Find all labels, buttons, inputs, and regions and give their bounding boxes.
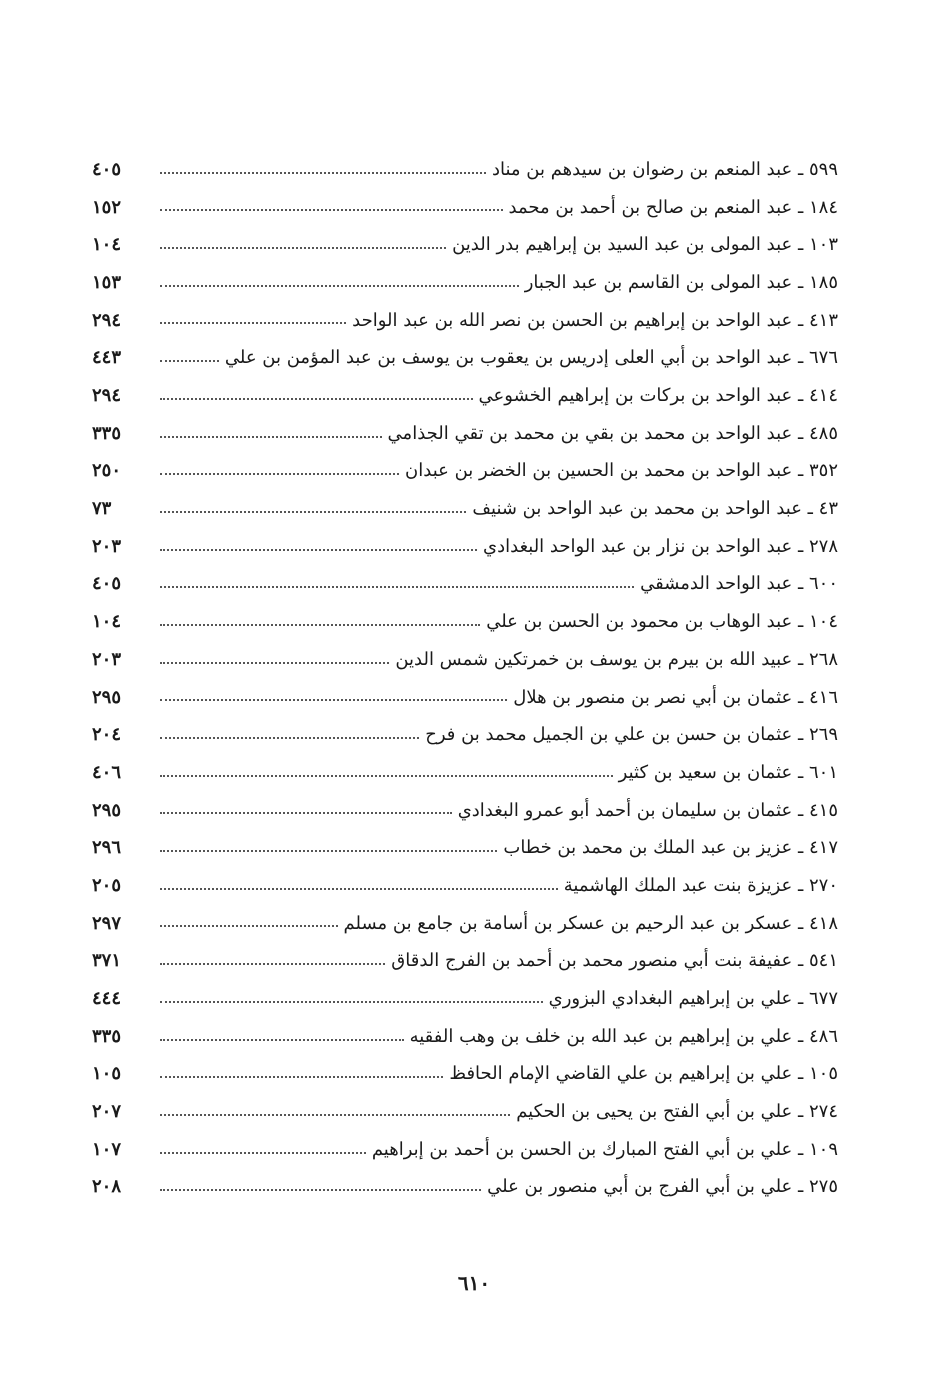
index-entry [92,481,838,519]
index-entry [92,557,838,595]
entry-page: ٢٠٧ [92,1101,122,1123]
entry-page: ١٠٧ [92,1138,122,1160]
entry-name: ٣٥٢ ـ عبد الواحد بن محمد بن الحسين بن الخضر بن عبدان [405,460,838,482]
dot-leader [160,1189,481,1191]
entry-page: ٢٩٥ [92,686,122,708]
index-entry [92,933,838,971]
dot-leader [160,511,466,513]
entry-name: ١٨٥ ـ عبد المولى بن القاسم بن عبد الجبار [524,271,838,293]
entry-page: ١٥٣ [92,271,122,293]
dot-leader [160,699,507,701]
entry-name: ١٠٣ ـ عبد المولى بن عبد السيد بن إبراهيم بدر الدين [452,234,838,256]
dot-leader [160,473,399,475]
entry-name: ٢٧٥ ـ علي بن أبي الفرج بن أبي منصور بن علي [487,1176,838,1198]
entry-name: ٤١٤ ـ عبد الواحد بن بركات بن إبراهيم الخشوعي [478,385,838,407]
index-entry [92,670,838,708]
entry-name: ٥٤١ ـ عفيفة بنت أبي منصور محمد بن أحمد بن الفرج الدقاق [391,950,838,972]
entry-page: ٢٩٤ [92,309,122,331]
dot-leader [160,398,473,400]
dot-leader [160,888,558,890]
dot-leader [160,812,452,814]
index-entry [92,783,838,821]
index-entry [92,1009,838,1047]
entry-name: ٤٨٦ ـ علي بن إبراهيم بن عبد الله بن خلف بن وهب الفقيه [409,1025,838,1047]
dot-leader [160,1152,366,1154]
entry-name: ٢٧٠ ـ عزيزة بنت عبد الملك الهاشمية [563,874,838,896]
entry-page: ٢٩٧ [92,912,122,934]
index-entry [92,971,838,1009]
index-entry [92,444,838,482]
entry-name: ١٨٤ ـ عبد المنعم بن صالح بن أحمد بن محمد [508,196,838,218]
index-entry [92,368,838,406]
entry-name: ٤١٥ ـ عثمان بن سليمان بن أحمد أبو عمرو البغدادي [457,799,838,821]
entry-page: ٢٠٣ [92,535,122,557]
dot-leader [160,925,338,927]
page-number: ٦١٠ [457,1271,491,1295]
entry-name: ١٠٥ ـ علي بن إبراهيم بن علي القاضي الإمام الحافظ [449,1063,838,1085]
entry-page: ٤٠٥ [92,158,122,180]
index-entry [92,745,838,783]
index-entry [92,632,838,670]
entry-name: ٤١٨ ـ عسكر بن عبد الرحيم بن عسكر بن أسامة بن جامع بن مسلم [343,912,838,934]
entry-name: ٦٠١ ـ عثمان بن سعيد بن كثير [618,761,838,783]
dot-leader [160,285,519,287]
dot-leader [160,209,503,211]
entry-page: ٢٠٥ [92,874,122,896]
index-entry [92,858,838,896]
entry-name: ٢٧٨ ـ عبد الواحد بن نزار بن عبد الواحد البغدادي [483,535,838,557]
index-entry [92,820,838,858]
entry-page: ٢٩٥ [92,799,122,821]
entry-page: ٢٠٤ [92,724,122,746]
index-entry [92,1122,838,1160]
index-entry [92,1160,838,1198]
entry-name: ١٠٤ ـ عبد الوهاب بن محمود بن الحسن بن علي [486,611,838,633]
index-entry [92,406,838,444]
index-entry [92,896,838,934]
dot-leader [160,436,382,438]
dot-leader [160,586,634,588]
index-entry [92,217,838,255]
index-entry [92,255,838,293]
index-list [92,142,838,1197]
dot-leader [160,850,497,852]
entry-name: ٢٦٩ ـ عثمان بن حسن بن علي بن الجميل محمد بن فرح [425,724,838,746]
entry-name: ٤٣ ـ عبد الواحد بن محمد بن عبد الواحد بن شنيف [472,498,838,520]
entry-name: ٤١٧ ـ عزيز بن عبد الملك بن محمد بن خطاب [503,837,838,859]
entry-name: ٤١٦ ـ عثمان بن أبي نصر بن منصور بن هلال [513,686,838,708]
entry-name: ٦٧٦ ـ عبد الواحد بن أبي العلى إدريس بن يعقوب بن يوسف بن عبد المؤمن بن علي [224,347,838,369]
index-entry [92,293,838,331]
dot-leader [160,247,446,249]
entry-page: ١٥٢ [92,196,122,218]
index-entry [92,142,838,180]
index-entry [92,330,838,368]
entry-page: ٤٠٥ [92,573,122,595]
entry-page: ٧٣ [92,498,112,520]
entry-page: ١٠٤ [92,234,122,256]
index-entry [92,180,838,218]
dot-leader [160,1114,510,1116]
entry-name: ٦٠٠ ـ عبد الواحد الدمشقي [640,573,838,595]
entry-name: ٤١٣ ـ عبد الواحد بن إبراهيم بن الحسن بن نصر الله بن عبد الواحد [352,309,838,331]
entry-page: ٢٩٤ [92,385,122,407]
entry-page: ٤٤٤ [92,988,122,1010]
dot-leader [160,963,385,965]
dot-leader [160,1039,404,1041]
entry-name: ٥٩٩ ـ عبد المنعم بن رضوان بن سيدهم بن مناد [491,158,838,180]
entry-page: ٤٤٣ [92,347,122,369]
entry-page: ٢٠٨ [92,1176,122,1198]
dot-leader [160,172,486,174]
dot-leader [160,624,480,626]
dot-leader [160,1001,543,1003]
entry-page: ٢٥٠ [92,460,122,482]
entry-page: ٤٠٦ [92,761,122,783]
dot-leader [160,662,389,664]
entry-name: ١٠٩ ـ علي بن أبي الفتح المبارك بن الحسن بن أحمد بن إبراهيم [371,1138,838,1160]
entry-page: ١٠٤ [92,611,122,633]
dot-leader [160,1076,443,1078]
entry-page: ٣٣٥ [92,422,122,444]
entry-name: ٤٨٥ ـ عبد الواحد بن محمد بن بقي بن محمد بن تقي الجذامي [387,422,838,444]
entry-name: ٢٧٤ ـ علي بن أبي الفتح بن يحيى بن الحكيم [516,1101,838,1123]
entry-page: ٢٠٣ [92,648,122,670]
entry-page: ١٠٥ [92,1063,122,1085]
entry-page: ٢٩٦ [92,837,122,859]
entry-page: ٣٣٥ [92,1025,122,1047]
index-entry [92,1084,838,1122]
index-entry [92,519,838,557]
dot-leader [160,360,219,362]
entry-page: ٣٧١ [92,950,122,972]
dot-leader [160,549,477,551]
dot-leader [160,737,419,739]
dot-leader [160,322,346,324]
entry-name: ٢٦٨ ـ عبيد الله بن بيرم بن يوسف بن خمرتكين شمس الدين [395,648,838,670]
dot-leader [160,775,613,777]
index-entry [92,1047,838,1085]
entry-name: ٦٧٧ ـ علي بن إبراهيم البغدادي البزوري [548,988,838,1010]
index-entry [92,707,838,745]
index-entry [92,594,838,632]
